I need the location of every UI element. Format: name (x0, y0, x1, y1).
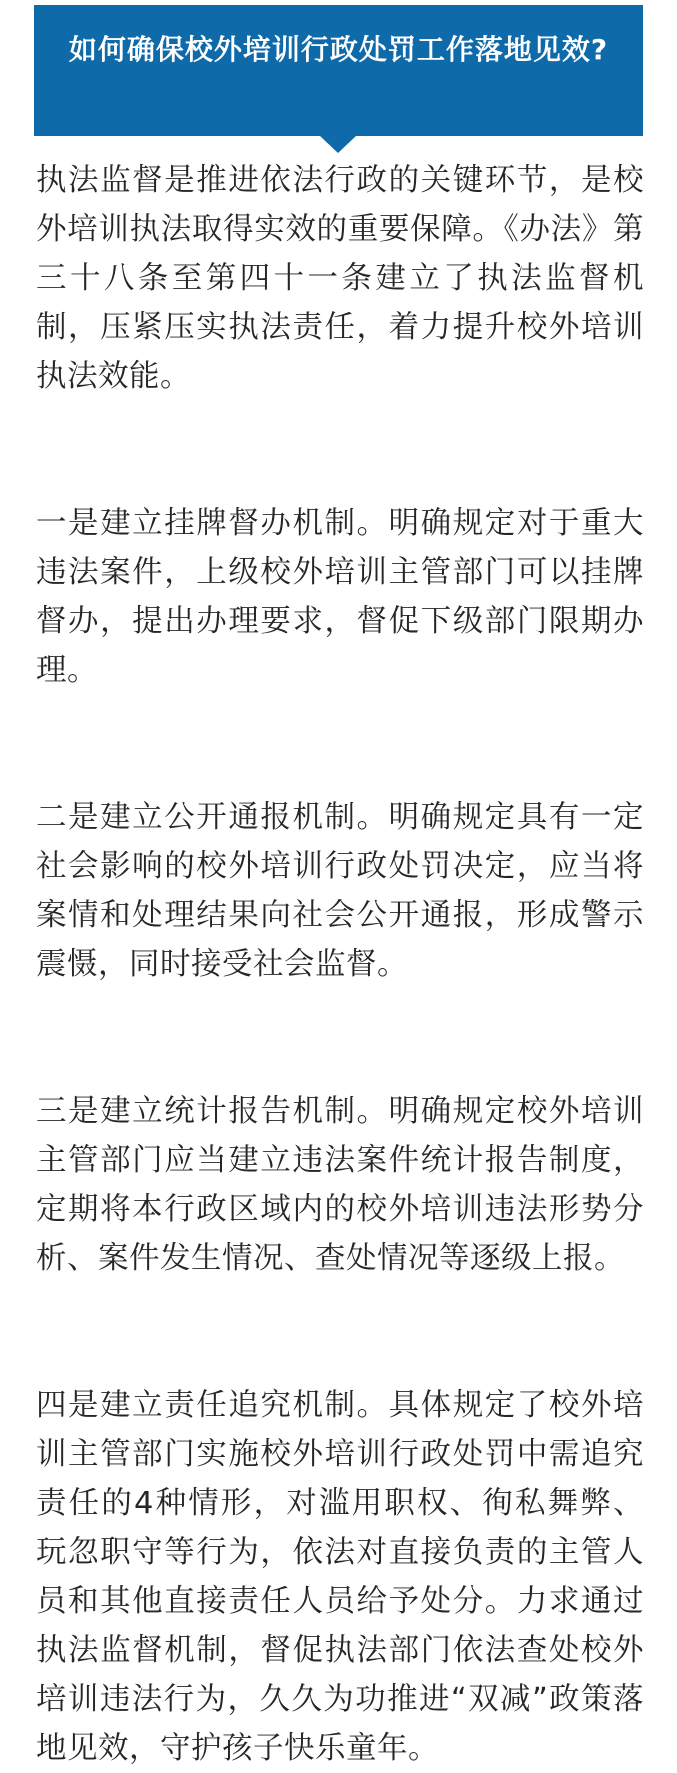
banner-pointer (320, 136, 356, 153)
paragraph-statistics-report: 三是建立统计报告机制。明确规定校外培训主管部门应当建立违法案件统计报告制度，定期将本行政区域内的校外培训违法形势分析、案件发生情况、查处情况等逐级上报。 (36, 1094, 644, 1276)
paragraph-listed-supervision: 一是建立挂牌督办机制。明确规定对于重大违法案件，上级校外培训主管部门可以挂牌督办，提出办理要求，督促下级部门限期办理。 (36, 506, 644, 688)
paragraph-intro: 执法监督是推进依法行政的关键环节，是校外培训执法取得实效的重要保障。《办法》第三十八条至第四十一条建立了执法监督机制，压紧压实执法责任，着力提升校外培训执法效能。 (36, 163, 644, 394)
paragraph-public-notice: 二是建立公开通报机制。明确规定具有一定社会影响的校外培训行政处罚决定，应当将案情和处理结果向社会公开通报，形成警示震慑，同时接受社会监督。 (36, 800, 644, 982)
paragraph-accountability: 四是建立责任追究机制。具体规定了校外培训主管部门实施校外培训行政处罚中需追究责任的4种情形，对滥用职权、徇私舞弊、玩忽职守等行为，依法对直接负责的主管人员和其他直接责任人员给予处分。力求通过执法监督机制，督促执法部门依法查处校外培训违法行为，久久为功推进“双减”政策落地见效，守护孩子快乐童年。 (36, 1388, 644, 1766)
title-banner (34, 5, 643, 136)
article-title: 如何确保校外培训行政处罚工作落地见效? (68, 33, 609, 66)
article-body (36, 156, 644, 1773)
